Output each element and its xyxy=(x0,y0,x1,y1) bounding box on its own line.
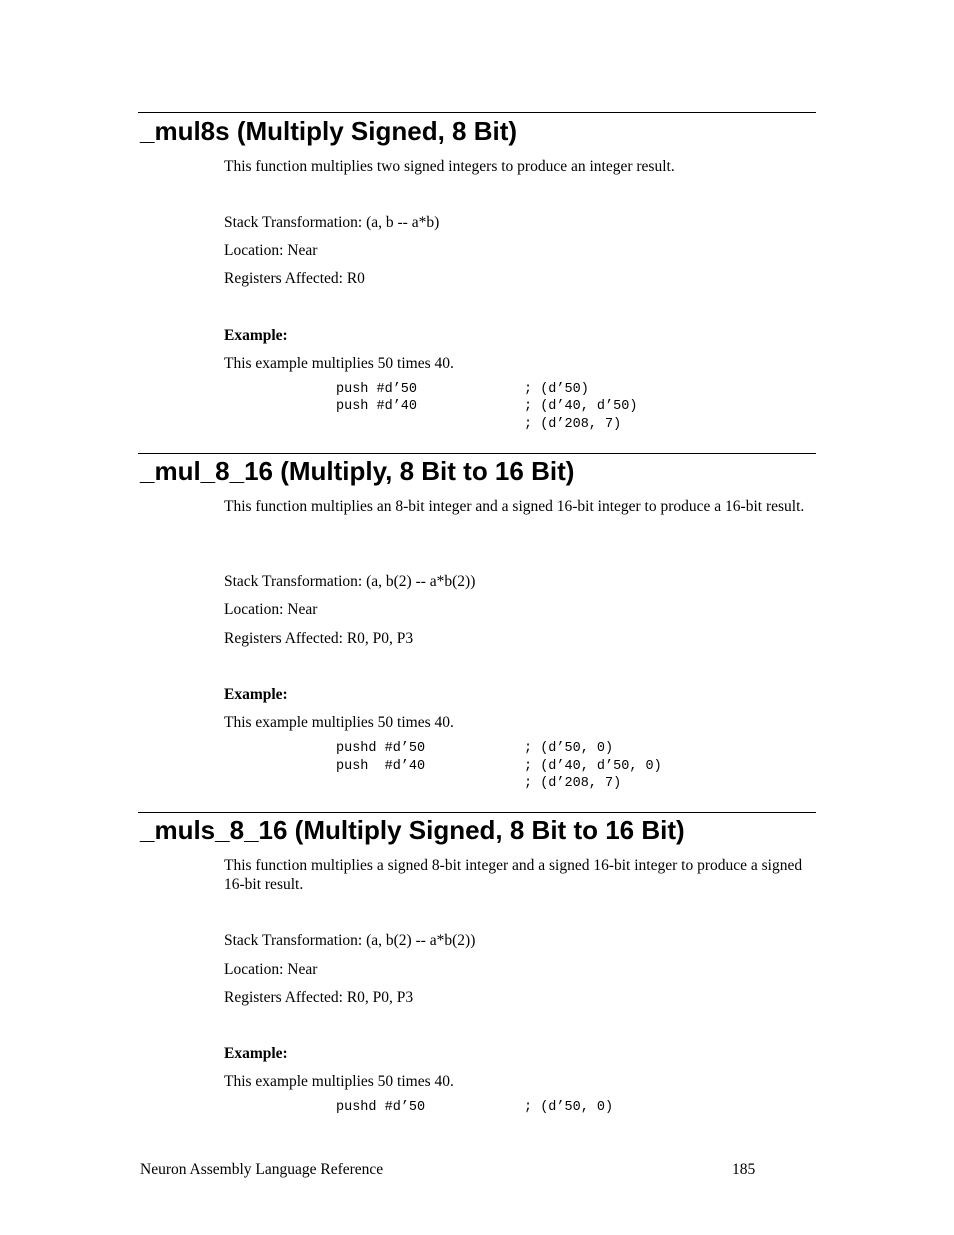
stack-transformation: Stack Transformation: (a, b -- a*b) xyxy=(224,214,440,231)
code-instruction: push #d’40 xyxy=(336,759,426,774)
section-divider xyxy=(138,112,816,113)
location: Location: Near xyxy=(224,242,318,259)
example-text: This example multiplies 50 times 40. xyxy=(224,1073,454,1090)
example-heading: Example: xyxy=(224,686,288,703)
example-text: This example multiplies 50 times 40. xyxy=(224,355,454,372)
section-divider xyxy=(138,812,816,813)
code-comment: ; (d’40, d’50, 0) xyxy=(524,759,662,774)
section-title: _mul8s (Multiply Signed, 8 Bit) xyxy=(140,116,518,146)
code-instruction: pushd #d’50 xyxy=(336,741,426,756)
stack-transformation: Stack Transformation: (a, b(2) -- a*b(2)) xyxy=(224,932,476,949)
code-comment: ; (d’40, d’50) xyxy=(524,399,638,414)
section-description: This function multiplies an 8-bit integer and a signed 16-bit integer to produce a 16-bit result. xyxy=(224,498,805,515)
section-description: This function multiplies a signed 8-bit integer and a signed 16-bit integer to produce a signed 16-bit result. xyxy=(224,857,803,893)
footer-title: Neuron Assembly Language Reference xyxy=(140,1161,384,1178)
stack-transformation: Stack Transformation: (a, b(2) -- a*b(2)) xyxy=(224,573,476,590)
section-title: _muls_8_16 (Multiply Signed, 8 Bit to 16 Bit) xyxy=(140,815,685,845)
code-instruction: push #d’40 xyxy=(336,399,418,414)
example-text: This example multiplies 50 times 40. xyxy=(224,714,454,731)
code-comment: ; (d’208, 7) xyxy=(524,776,622,791)
code-comment: ; (d’50, 0) xyxy=(524,1100,614,1115)
code-comment: ; (d’208, 7) xyxy=(524,417,622,432)
registers-affected: Registers Affected: R0 xyxy=(224,270,365,287)
page-number: 185 xyxy=(732,1161,756,1178)
code-comment: ; (d’50, 0) xyxy=(524,741,614,756)
example-heading: Example: xyxy=(224,1045,288,1062)
code-comment: ; (d’50) xyxy=(524,382,589,397)
section-divider xyxy=(138,453,816,454)
registers-affected: Registers Affected: R0, P0, P3 xyxy=(224,989,414,1006)
location: Location: Near xyxy=(224,961,318,978)
registers-affected: Registers Affected: R0, P0, P3 xyxy=(224,630,414,647)
code-instruction: pushd #d’50 xyxy=(336,1100,426,1115)
code-instruction: push #d’50 xyxy=(336,382,418,397)
section-description: This function multiplies two signed integers to produce an integer result. xyxy=(224,158,675,175)
section-title: _mul_8_16 (Multiply, 8 Bit to 16 Bit) xyxy=(140,456,575,486)
location: Location: Near xyxy=(224,601,318,618)
example-heading: Example: xyxy=(224,327,288,344)
